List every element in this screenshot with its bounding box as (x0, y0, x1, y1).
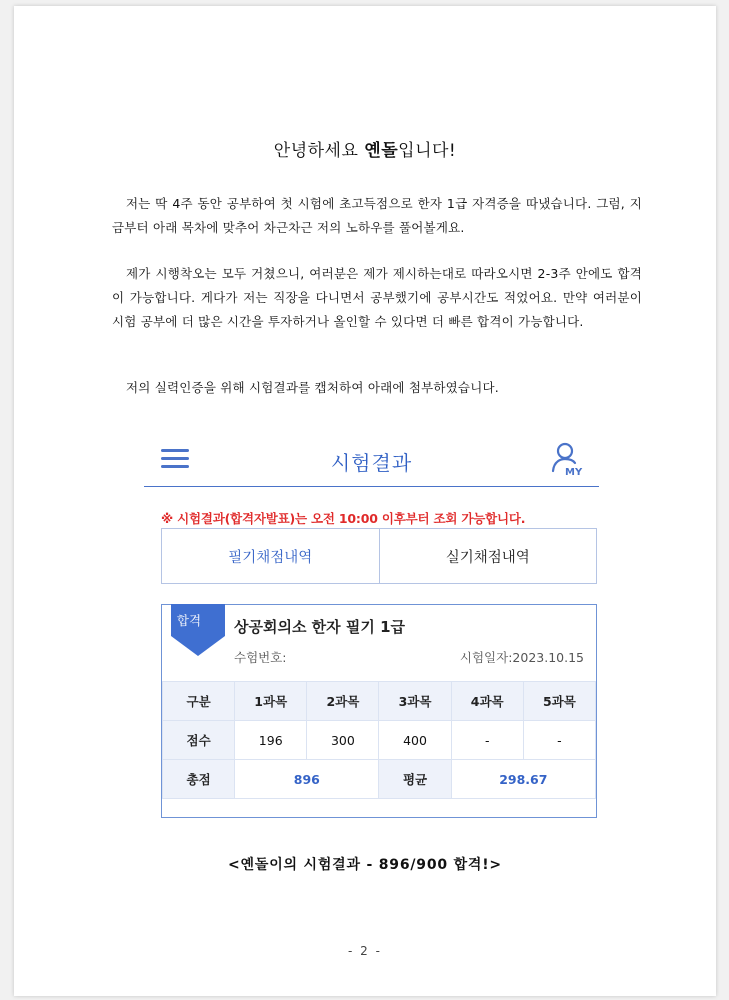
table-header-cell: 5과목 (523, 682, 595, 721)
result-header (144, 436, 599, 487)
proof-paragraph (112, 376, 642, 400)
table-header-cell: 구분 (163, 682, 235, 721)
tab-practical-scores[interactable]: 실기채점내역 (445, 549, 530, 566)
intro-paragraph (112, 192, 642, 240)
exam-name: 상공회의소 한자 필기 1급 (234, 618, 406, 636)
exam-number-label: 수험번호: (234, 650, 287, 665)
score-cell: - (523, 721, 595, 760)
score-cell: - (451, 721, 523, 760)
score-cell: 196 (235, 721, 307, 760)
table-header-row (163, 682, 596, 721)
score-cell: 300 (307, 721, 379, 760)
greeting-text-end: 입니다! (398, 141, 457, 161)
paragraph-text: 저의 실력인증을 위해 시험결과를 캡처하여 아래에 첨부하였습니다. (126, 380, 499, 395)
paragraph-text: 제가 시행착오는 모두 거쳤으니, 여러분은 제가 제시하는대로 따라오시면 2-3주 안에도 합격이 가능합니다. 게다가 저는 직장을 다니면서 공부했기에 공부시간도 적었어요. 만약 여러분이 시험 공부에 더 많은 시간을 투자하거나 올인할 수 있다면 더 빠른 합격이 가능합니다. (112, 266, 642, 329)
score-cell: 400 (379, 721, 451, 760)
author-name: 옌돌 (364, 141, 399, 161)
average-label: 평균 (379, 760, 451, 799)
result-card (161, 604, 597, 818)
row-label: 점수 (163, 721, 235, 760)
my-account-icon[interactable] (551, 441, 587, 479)
exam-date: 시험일자:2023.10.15 (459, 650, 584, 665)
document-page (14, 6, 716, 996)
greeting-text: 안녕하세요 (273, 141, 365, 161)
table-header-cell: 4과목 (451, 682, 523, 721)
result-title: 시험결과 (330, 451, 413, 475)
exam-result-screenshot (131, 436, 599, 831)
my-label: MY (565, 467, 583, 478)
notice-text: ※ 시험결과(합격자발표)는 오전 10:00 이후부터 조회 가능합니다. (161, 511, 526, 526)
table-header-cell: 3과목 (379, 682, 451, 721)
total-label: 총점 (163, 760, 235, 799)
table-header-cell: 1과목 (235, 682, 307, 721)
page-number: - 2 - (348, 944, 382, 958)
table-row (163, 721, 596, 760)
score-table (162, 681, 596, 799)
result-tabs (161, 528, 597, 584)
paragraph-text: 저는 딱 4주 동안 공부하여 첫 시험에 초고득점으로 한자 1급 자격증을 따냈습니다. 그럼, 지금부터 아래 목차에 맞추어 차근차근 저의 노하우를 풀어볼게요. (112, 196, 642, 235)
total-value: 896 (235, 760, 379, 799)
figure-caption: <옌돌이의 시험결과 - 896/900 합격!> (228, 857, 502, 873)
table-header-cell: 2과목 (307, 682, 379, 721)
tab-written-scores[interactable]: 필기채점내역 (162, 529, 380, 583)
method-paragraph (112, 262, 642, 334)
average-value: 298.67 (451, 760, 595, 799)
greeting-heading (14, 136, 716, 161)
table-row (163, 760, 596, 799)
pass-badge-label: 합격 (176, 613, 202, 628)
